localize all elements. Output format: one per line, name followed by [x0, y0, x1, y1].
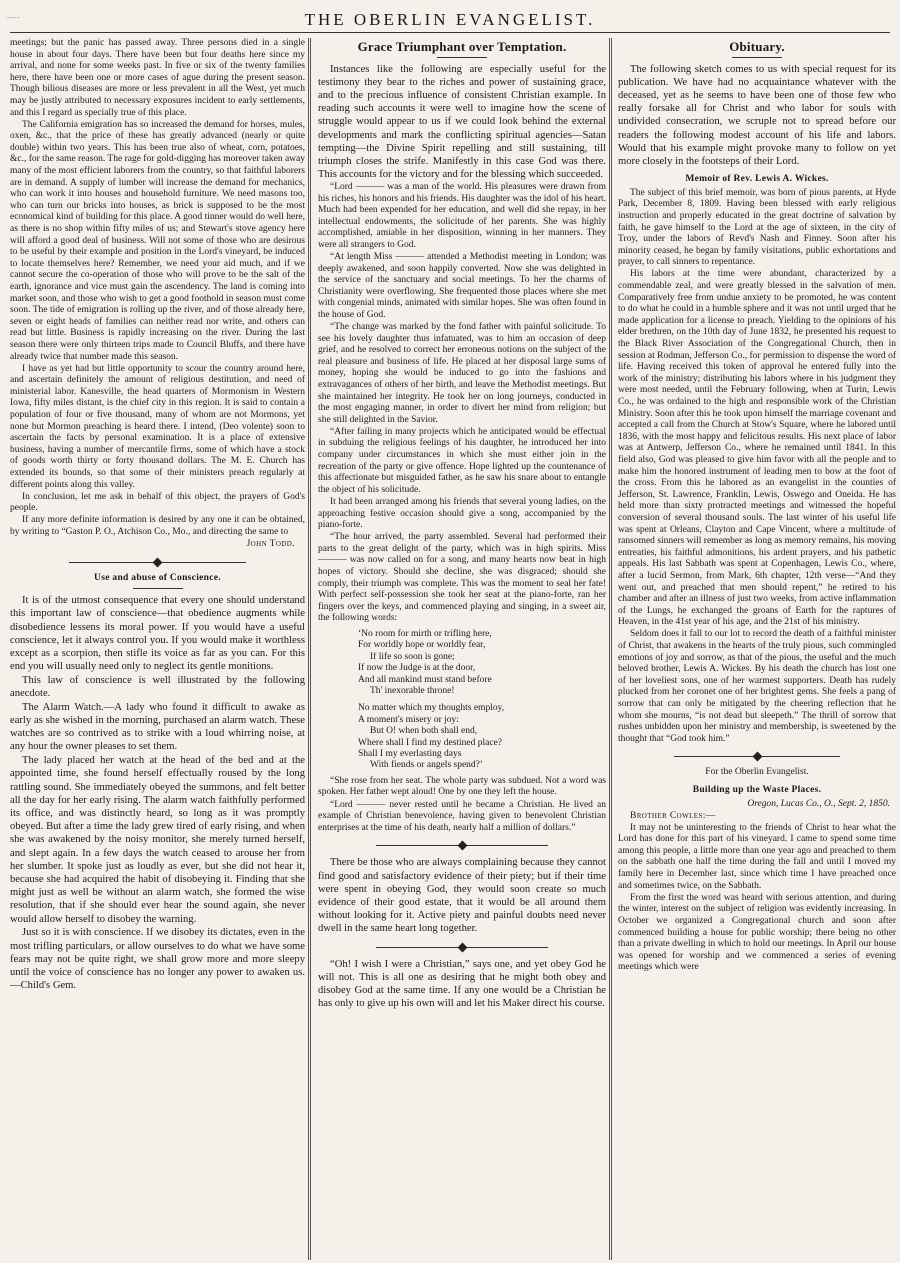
article-paragraph: The California emigration has so increased the demand for horses, mules, oxen, &c., that the price of these has greatly advanced (nearly or quite double) within two years. This has been true also of wheat, corn, potatoes, &c., for the same reason. The rage for gold-digging has moreover taken away many of the most efficient laborers from the country, so that faithful laborers are in demand. A supply of lumber will increase the demand for mechanics, who can work it into houses and household furniture. We need masons too, who can turn our bricks into houses, as brick is supposed to be the most economical kind of building for this place. A good tinner would do well here, as there is no shop within fifty miles of us; and Stewart's stove agency here will afford a good deal of business. Will not some of those who are desirous to be useful by their example and position in the Lord's vineyard, be induced to locate themselves here? Remember, we need your aid much, and if we cannot secure the co-operation of those who will prove to be the salt of the earth, ignorance and vice must gain the ascendency. The land is coming into market soon, and those who wish to get a good foothold in season must come soon. The tide of emigration is rolling up the river, and of those already here, seven or eight heads of families can neither read nor write, and others can read but little. Business is rapidly increasing on the river. During the last season there were only thirteen trips made to Council Bluffs, and there have already twice that number made this season.: [10, 119, 305, 362]
attribution-line: For the Oberlin Evangelist.: [705, 767, 809, 778]
article-paragraph: “After failing in many projects which he anticipated would be effectual in subduing the religious feelings of his daughter, he introduced her into company under circumstances in which she must either join in the recreation of the party or give offence. Hope lighted up the countenance of this affectionate but misguided father, as he saw his snare about to entangle the object of his solicitude.: [318, 426, 606, 495]
poem-line: If life so soon is gone;: [370, 651, 455, 662]
separator: [437, 57, 487, 58]
article-paragraph: The Alarm Watch.—A lady who found it difficult to awake as early as she wished in the morning, purchased an alarm watch. These watches are so contrived as to strike with a loud whirring noise, at any hour the owner pleases to set them.: [10, 701, 305, 753]
poem-line: Shall I my everlasting days: [358, 749, 462, 760]
column-divider-2: [609, 38, 612, 1260]
masthead: [0, 0, 900, 34]
article-paragraph: Seldom does it fall to our lot to record the death of a faithful minister of Christ, that awakens in the hearts of the truly pious, such commingled emotions of joy and sorrow, as that of the pious, the useful and the much beloved brother, Lewis A. Wickes. By his death the church has lost one of her loveliest sons, one of her warmest supporters. Death has rudely plucked from her coronet one of her brightest gems. She feels a pang of sorrow that can only be mitigated by the cheering reflection that he whom she mourns, “is not dead but sleepeth.” The thrill of sorrow that rushes unbidden upon her ministry and membership, is sweetened by the thought that “God took him.”: [618, 629, 896, 744]
article-heading: Grace Triumphant over Temptation.: [357, 39, 567, 54]
article-heading: Obituary.: [729, 39, 785, 54]
article-paragraph: It had been arranged among his friends that several young ladies, on the approaching festive occasion should give a song, accompanied by the piano-forte.: [318, 496, 606, 531]
dateline: Oregon, Lucas Co., O., Sept. 2, 1850.: [747, 798, 890, 809]
article-paragraph: This law of conscience is well illustrated by the following anecdote.: [10, 674, 305, 700]
article-paragraph: “She rose from her seat. The whole party was subdued. Not a word was spoken. Her father wept aloud! One by one they left the house.: [318, 775, 606, 798]
article-paragraph: The lady placed her watch at the head of the bed and at the appointed time, she found herself effectually roused by the long rattling sound. She immediately obeyed the summons, and felt better all the day for her early rising. The alarm watch faithfully performed its office, and was distinctly heard, so long as it was promptly obeyed. But after a time the lady grew tired of early rising, and when she was awakened by the noisy monitor, she merely turned herself, and slept again. In a few days the watch ceased to arouse her from her slumber. It spoke just as loudly as ever, but she did not hear it, because she had acquired the habit of disobeying it. Finding that she might just as well be without an alarm watch, she formed the wise resolution, that if she should ever hear the sound again, she never would allow herself to disobey the warning.: [10, 755, 305, 925]
article-paragraph: There be those who are always complaining because they cannot find good and satisfactory evidence of their piety; but if their time were spent in obeying God, they would soon create so much evidence of their good estate, that it would be all around them without looking for it. Active piety and painful doubts need never dwell in the same heart long together.: [318, 857, 606, 935]
separator: [10, 558, 305, 567]
article-paragraph: The subject of this brief memoir, was born of pious parents, at Hyde Park, December 8, 1809. Having been blessed with early religious instruction and properly educated in the great doctrine of salvation by faith, he gave himself to the Lord at the age of sixteen, in the city of Troy, under the labors of Revd's Nash and Finney. Soon after his minority ceased, he began by family visitations, public exhortations and prayer, to call sinners to repentance.: [618, 187, 896, 268]
separator: [732, 57, 782, 58]
column-right: [618, 38, 896, 1258]
poem: [358, 629, 606, 772]
poem-line: Th' inexorable throne!: [370, 686, 455, 697]
poem-line: A moment's misery or joy:: [358, 714, 459, 725]
page-title: THE OBERLIN EVANGELIST.: [304, 10, 596, 29]
article-paragraph: meetings; but the panic has passed away. Three persons died in a single house in about four days. There have been but four deaths here since my arrival, and none for some weeks past. In five or six of the twenty families here, there have been one or more cases of ague during the present season. Though bilious diseases are more or less prevalent in all the West, yet much may be justly attributed to necessary exposures incident to early settlements, and this I regard as specially true of this place.: [10, 38, 305, 118]
column-left: [10, 38, 305, 1258]
salutation: Brother Cowles:—: [630, 810, 716, 821]
poem-line: Where shall I find my destined place?: [358, 737, 503, 748]
article-paragraph: “Oh! I wish I were a Christian,” says one, and yet obey God he will not. This is all one as desiring that he might both obey and disobey God at the same time. If any one would be a Christian he has only to give up his own will and let his Maker direct his course.: [318, 958, 606, 1010]
separator: [318, 943, 606, 952]
article-paragraph: If any more definite information is desired by any one it can be obtained, by writing to “Gaston P. O., Atchison Co., Mo., and directing the same to: [10, 515, 305, 537]
article-paragraph: His labors at the time were abundant, characterized by a commendable zeal, and were greatly blessed in the salvation of men. Comparatively free from undue anxiety to be promoted, he was content to do what he could in a humble sphere and it was not until urged that he made application for a license to preach. Yielding to the opinions of his elder brethren, on the 10th day of June 1832, he presented his request to the Black River Association of the Congregational Church, then in session at Rodman, Jefferson Co., for permission to dispense the word of life. Having received this token of approval he entered fully into the work of the ministry; distributing his labors where in his judgment they were most needed, until the February following, when at Turin, Lewis Co., he was ordained to the high and responsible work of the Christian Ministry. Soon after this he took upon himself the marriage covenant and accepted a call from the Church at Stow's Square, where he labored until 1836, with the most happy and felicitous results. His next place of labor was at Antwerp, Jefferson Co., where he remained until 1841. In this field also, God was pleased to give him favor with all the people and to make him the honored instrument of leading men to bow at the foot of the cross. From this he labored as an evangelist in the counties of Jefferson, St. Lawrence, Franklin, Lewis, Oswego and Oneida. He has held more than sixty protracted meetings and witnessed the hopeful conversion of several thousand souls. The last winter of his useful life was spent at Orleans, Clayton and Cape Vincent, where a multitude of ransomed sinners will remember as long as memory remains, his moving entreaties, his faithful admonitions, his ardent prayers, and his pathetic appeals. His last Sabbath was spent at Copenhagen, Lewis Co., where, after a lucid Sermon, from Mark, 6th chapter, 12th verse—“And they went out, and preached that men should repent,” he retired to his chamber and after an illness of just two weeks, from active inflammation of the Lungs, he exchanged the groans of Earth for the raptures of Heaven, in the 41st year of his age, and the 21st of his ministry.: [618, 269, 896, 628]
article-heading: Memoir of Rev. Lewis A. Wickes.: [685, 174, 829, 185]
article-paragraph: It is of the utmost consequence that every one should understand this important law of conscience—that obedience augments while disobedience lessens its moral power. If you would have a useful conscience, let it always control you. If you would make it worthless except as a scorpion, then stifle its voice as far as you can. For this end you will usually need only to neglect its gentle monitions.: [10, 595, 305, 673]
poem-line: For worldly hope or worldly fear,: [358, 640, 486, 651]
page-marker: ........: [6, 12, 20, 20]
column-divider-1: [308, 38, 311, 1260]
poem-line: If now the Judge is at the door,: [358, 663, 476, 674]
article-heading: Building up the Waste Places.: [692, 784, 822, 795]
poem-line: But O! when both shall end,: [370, 726, 478, 737]
article-paragraph: Just so it is with conscience. If we disobey its dictates, even in the most trifling particulars, or allow ourselves to do what we have some fears may not be quite right, we shall grow more and more sleepy until the voice of conscience has no longer any power to awaken us.—Child's Gem.: [10, 927, 305, 992]
poem-line: No matter which my thoughts employ,: [358, 703, 505, 714]
article-paragraph: From the first the word was heard with serious attention, and during the winter, interest on the subject of religion was evidently increasing. In October we organized a Congregational church and soon after commenced building a house for public worship; there being no other than a private dwelling in which to hold our meetings. In April our house was opened for worship and we commenced a series of evening meetings which were: [618, 892, 896, 973]
poem-line: ‘No room for mirth or trifling here,: [358, 628, 492, 639]
article-paragraph: “Lord ——— was a man of the world. His pleasures were drawn from his riches, his honors and his friends. His daughter was the idol of his heart. Much had been expended for her education, and well did she repay, in her intellectual endowments, the solicitude of her parents. She was highly accomplished, amiable in her disposition, winning in her manners. They were all strangers to God.: [318, 181, 606, 250]
article-paragraph: “At length Miss ——— attended a Methodist meeting in London; was deeply awakened, and soon happily converted. Now she was delighted in the service of the sanctuary and social meetings. To her the charms of Christianity were overflowing. She frequented those places where she met with congenial minds, animated with similar hopes. She was often found in the house of God.: [318, 251, 606, 320]
poem-line: And all mankind must stand before: [358, 674, 492, 685]
article-paragraph: The following sketch comes to us with special request for its publication. We have had no acquaintance whatever with the deceased, yet as he seems to have been one of those few who really forsake all for Christ and who labor for souls with undivided consecration, we scruple not to spread before our readers the following modest account of his life and labors. Would that his example might provoke many to follow on yet more closely in the footsteps of their Lord.: [618, 63, 896, 168]
separator: [318, 841, 606, 850]
article-paragraph: In conclusion, let me ask in behalf of this object, the prayers of God's people.: [10, 491, 305, 514]
header-rule: [10, 32, 890, 33]
article-paragraph: “The change was marked by the fond father with painful solicitude. To see his lovely daughter thus infatuated, was to him an occasion of deep grief, and he resolved to correct her erroneous notions on the subject of the real pleasure and business of life. He placed at her disposal large sums of money, hoping she would be induced to go into the fashions and extravagances of others of her birth, and leave the Methodist meetings. But she maintained her integrity. He took her on long journeys, conducted in the most engaging manner, in order to divert her mind from religion; but she still delighted in the Savior.: [318, 322, 606, 425]
article-heading: Use and abuse of Conscience.: [94, 572, 221, 583]
article-paragraph: “Lord ——— never rested until he became a Christian. He lived an example of Christian benevolence, having given to benevolent Christian enterprises at the time of his death, nearly half a million of dollars.”: [318, 799, 606, 833]
article-paragraph: It may not be uninteresting to the friends of Christ to hear what the Lord has done for this part of his vineyard. I came to spend some time among this people, a little more than one year ago and preached to them on the sabbath one half the time during the fall and until I moved my family here in December last, since which time I have preached once and sometimes twice, on the Sabbath.: [618, 822, 896, 891]
column-middle: [318, 38, 606, 1258]
article-paragraph: Instances like the following are especially useful for the testimony they bear to the riches and power of sustaining grace, and to the precious influence of consistent Christian example. In reading such accounts it were well to imagine how the scene of struggle would appear to us if we could look behind the external developments and mark the conflicting spiritual agencies—Satan tempting—the Divine Spirit repelling and still sustaining, till triumph closes the strife. Manifestly in this case God was there. This accounts for the victory and for the blessing which succeeded.: [318, 63, 606, 181]
poem-line: With fiends or angels spend?’: [370, 760, 484, 771]
article-paragraph: “The hour arrived, the party assembled. Several had performed their parts to the great delight of the party, which was in high spirits. Miss ——— was now called on for a song, and many hearts now beat in high hopes of victory. Should she decline, she was disgraced; should she comply, their triumph was complete. This was the moment to seal her fate! With perfect self-possession she took her seat at the piano-forte, ran her fingers over the keys, and commenced playing and singing, in a sweet air, the following words:: [318, 532, 606, 624]
signature: John Todd.: [246, 539, 295, 550]
article-paragraph: I have as yet had but little opportunity to scour the country around here, and ascertain definitely the amount of religious destitution, and need of ministerial labor. Kanesville, the head quarters of Mormonism in Western Iowa, fifty miles distant, is the chief city in this region. It is said to contain a population of four or five thousand, many of whom are not Mormons, yet none but Mormon preaching is heard there. I intend, (Deo volente) soon to ascertain the facts by personal examination. It is a place of extensive business, having a number of mercantile firms, some of which have a stock of goods worth thirty or forty thousand dollars. The M. E. Church has extended its bounds, so that some of their ministers preach regularly at different points along this valley.: [10, 363, 305, 490]
separator: [133, 588, 183, 589]
separator: [618, 752, 896, 761]
